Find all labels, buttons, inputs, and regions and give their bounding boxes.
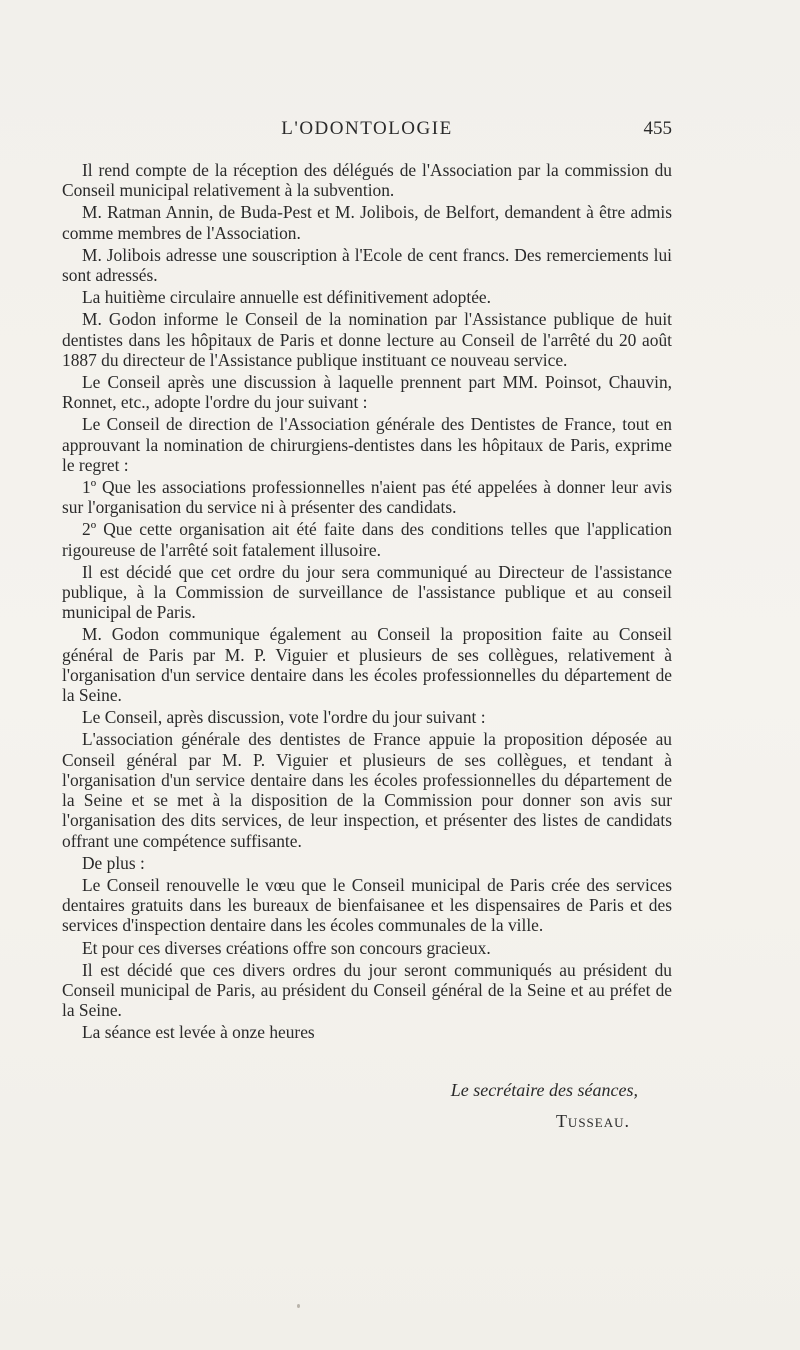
signature-block bbox=[62, 1078, 672, 1132]
paragraph-godon-proposal: M. Godon communique également au Conseil la proposition faite au Conseil général de Paris par M. P. Viguier et plusieurs de ses collègues, relativement à l'organisation d'un service dentaire dans les écoles professionnelles du département de la Seine. bbox=[62, 624, 672, 706]
paragraph-subscription: M. Jolibois adresse une souscription à l'Ecole de cent francs. Des remerciements lui sont adressés. bbox=[62, 244, 672, 286]
paragraph-support: L'association générale des dentistes de France appuie la proposition déposée au Conseil général par M. P. Viguier et plusieurs de ses collègues, et tendant à l'organisation d'un service dentaire dans les écoles professionnelles du département de la Seine et se met à la disposition de la Commission pour donner son avis sur l'organisation des dits services, de leur inspection, et présenter des listes de candidats offrant une compétence suffisante. bbox=[62, 729, 672, 851]
paragraph-discussion: Le Conseil après une discussion à laquelle prennent part MM. Poinsot, Chauvin, Ronnet, etc., adopte l'ordre du jour suivant : bbox=[62, 372, 672, 413]
paper-speck bbox=[297, 1304, 300, 1308]
paragraph-membership-request: M. Ratman Annin, de Buda-Pest et M. Jolibois, de Belfort, demandent à être admis comme membres de l'Association. bbox=[62, 202, 672, 243]
paragraph-regret-1: 1º Que les associations professionnelles n'aient pas été appelées à donner leur avis sur l'organisation du service ni à présenter des candidats. bbox=[62, 477, 672, 518]
paragraph-circular: La huitième circulaire annuelle est définitivement adoptée. bbox=[82, 287, 491, 308]
page-number: 455 bbox=[643, 118, 672, 139]
paragraph-resolution-intro: Le Conseil de direction de l'Association générale des Dentistes de France, tout en approuvant la nomination de chirurgiens-dentistes dans les hôpitaux de Paris, exprime le regret : bbox=[62, 414, 672, 475]
paragraph-final-communication: Il est décidé que ces divers ordres du jour seront communiqués au président du Conseil municipal de Paris, au président du Conseil général de la Seine et au préfet de la Seine. bbox=[62, 959, 672, 1021]
paragraph-communication: Il est décidé que cet ordre du jour sera communiqué au Directeur de l'assistance publique, à la Commission de surveillance de l'assistance publique et au conseil municipal de Paris. bbox=[62, 561, 672, 623]
signature-title: Le secrétaire des séances, bbox=[450, 1080, 638, 1100]
paragraph-godon-nomination: M. Godon informe le Conseil de la nomination par l'Assistance publique de huit dentistes dans les hôpitaux de Paris et donne lecture au Conseil de l'arrêté du 20 août 1887 du directeur de l'Assistance publique instituant ce nouveau service. bbox=[62, 309, 672, 370]
paragraph-vote: Le Conseil, après discussion, vote l'ordre du jour suivant : bbox=[82, 707, 486, 728]
paragraph-de-plus: De plus : bbox=[82, 852, 145, 873]
body-text bbox=[62, 160, 672, 1045]
running-title: L'ODONTOLOGIE bbox=[281, 118, 453, 139]
paragraph-wish: Le Conseil renouvelle le vœu que le Conseil municipal de Paris crée des services dentaires gratuits dans les bureaux de bienfaisanee et les dispensaires de Paris et des services d'inspection dentaire dans les écoles communales de la ville. bbox=[62, 874, 672, 936]
paragraph-regret-2: 2º Que cette organisation ait été faite dans des conditions telles que l'application rigoureuse de l'arrêté soit fatalement illusoire. bbox=[62, 519, 672, 560]
paragraph-offer: Et pour ces diverses créations offre son concours gracieux. bbox=[82, 937, 491, 958]
page-header bbox=[62, 118, 672, 142]
paragraph-closing: La séance est levée à onze heures bbox=[82, 1022, 315, 1043]
paragraph-report: Il rend compte de la réception des délégués de l'Association par la commission du Conseil municipal relativement à la subvention. bbox=[62, 160, 672, 201]
signature-name: Tusseau. bbox=[555, 1111, 630, 1131]
